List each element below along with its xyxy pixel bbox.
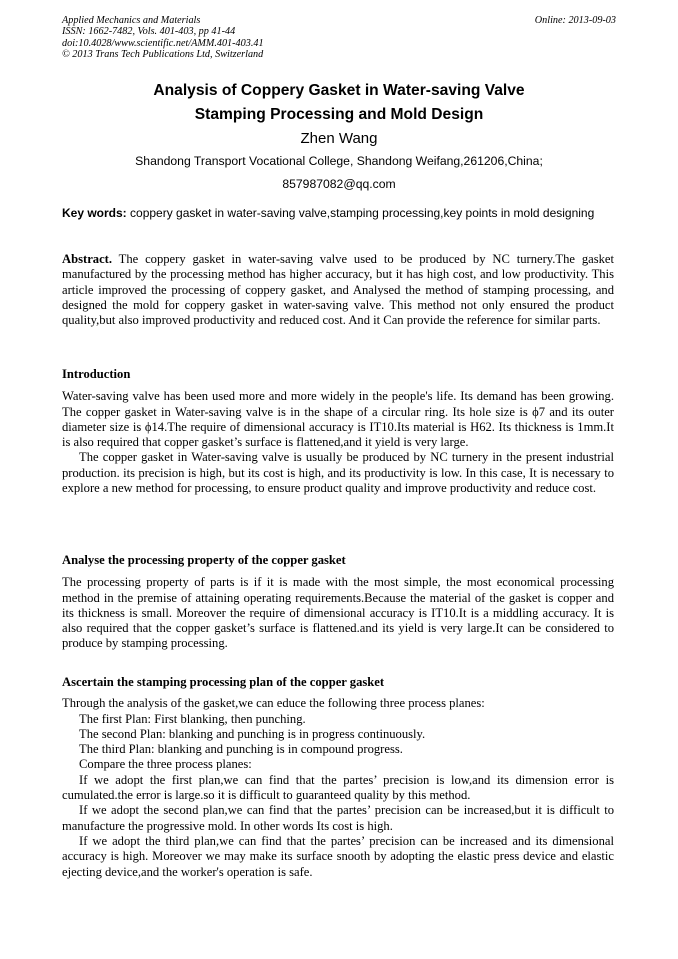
- issn-line: ISSN: 1662-7482, Vols. 401-403, pp 41-44: [62, 26, 236, 38]
- section-heading: Analyse the processing property of the copper gasket: [62, 553, 346, 567]
- paragraph: If we adopt the third plan,we can find that the partes’ precision can be increased and its dimensional accuracy is high. Moreover we may make its surface snooth by adopting the elastic press device and elastic ejecting device,and the worker's operation is safe.: [62, 833, 614, 879]
- affiliation: Shandong Transport Vocational College, Shandong Weifang,261206,China;: [135, 154, 543, 168]
- paragraph: The processing property of parts is if it is made with the most simple, the most economical processing method in the premise of attaining operating requirements.Because the material of the gasket is copper and its thickness is small. Moreover the require of dimensional accuracy is IT10.It is a middling accuracy. It is also required that the copper gasket’s surface is flattened.and its yield is very large.It can be considered to produce by stamping processing.: [62, 575, 614, 651]
- list-item: The second Plan: blanking and punching is in progress continuously.: [79, 726, 426, 741]
- keywords: [62, 206, 614, 221]
- keywords-label: Key words:: [62, 206, 127, 220]
- section-introduction: [62, 367, 614, 496]
- abstract-label: Abstract.: [62, 252, 113, 266]
- paragraph: If we adopt the first plan,we can find that the partes’ precision is low,and its dimension error is cumulated.the error is large.so it is difficult to guaranteed quality by this method.: [62, 772, 614, 803]
- section-heading: Introduction: [62, 367, 131, 381]
- section-heading: Ascertain the stamping processing plan of the copper gasket: [62, 675, 385, 689]
- title-block: [62, 79, 616, 196]
- paragraph: Compare the three process planes:: [79, 757, 252, 772]
- list-item: The third Plan: blanking and punching is in compound progress.: [79, 742, 403, 757]
- paper-title-line-1: Analysis of Coppery Gasket in Water-saving Valve: [153, 82, 525, 99]
- section-processing-property: [62, 553, 614, 652]
- author-name: Zhen Wang: [300, 130, 378, 147]
- copyright-line: © 2013 Trans Tech Publications Ltd, Switzerland: [62, 49, 264, 61]
- author-email: 857987082@qq.com: [282, 177, 396, 191]
- section-stamping-plan: [62, 675, 614, 880]
- abstract-text: The coppery gasket in water-saving valve used to be produced by NC turnery.The gasket manufactured by the processing method has higher accuracy, but it has high cost, and low productivity. This article improved the processing of coppery gasket, and Analysed the method of stamping processing, and designed the mold for coppery gasket in water-saving valve. This method not only ensured the product quality,but also improved productivity and reduced cost. And it Can provide the reference for similar parts.: [62, 252, 614, 328]
- doi-line: doi:10.4028/www.scientific.net/AMM.401-403.41: [62, 37, 264, 49]
- journal-header: [62, 15, 616, 61]
- list-item: The first Plan: First blanking, then punching.: [79, 711, 306, 726]
- paragraph: The copper gasket in Water-saving valve is usually be produced by NC turnery in the present industrial production. its precision is high, but its cost is high, and its productivity is low. In this case, It is necessary to explore a new method for processing, to ensure product quality and improve productivity and reduce cost.: [62, 450, 614, 496]
- paper-title-line-2: Stamping Processing and Mold Design: [194, 106, 484, 123]
- paragraph: Water-saving valve has been used more and more widely in the people's life. Its demand has been growing. The copper gasket in Water-saving valve is in the shape of a circular ring. Its hole size is ϕ7 and its outer diameter size is ϕ14.The require of dimensional accuracy is IT10.Its material is H62. Its thickness is 1mm.It is also required that copper gasket’s surface is flattened,and it yield is very large.: [62, 389, 614, 450]
- keywords-text: coppery gasket in water-saving valve,stamping processing,key points in mold designing: [130, 206, 595, 220]
- paragraph: Through the analysis of the gasket,we can educe the following three process planes:: [62, 696, 485, 711]
- online-date: Online: 2013-09-03: [534, 15, 616, 26]
- abstract: [62, 252, 614, 328]
- journal-name: Applied Mechanics and Materials: [62, 15, 201, 26]
- paragraph: If we adopt the second plan,we can find that the partes’ precision can be increased,but it is difficult to manufacture the progressive mold. In other words Its cost is high.: [62, 803, 614, 833]
